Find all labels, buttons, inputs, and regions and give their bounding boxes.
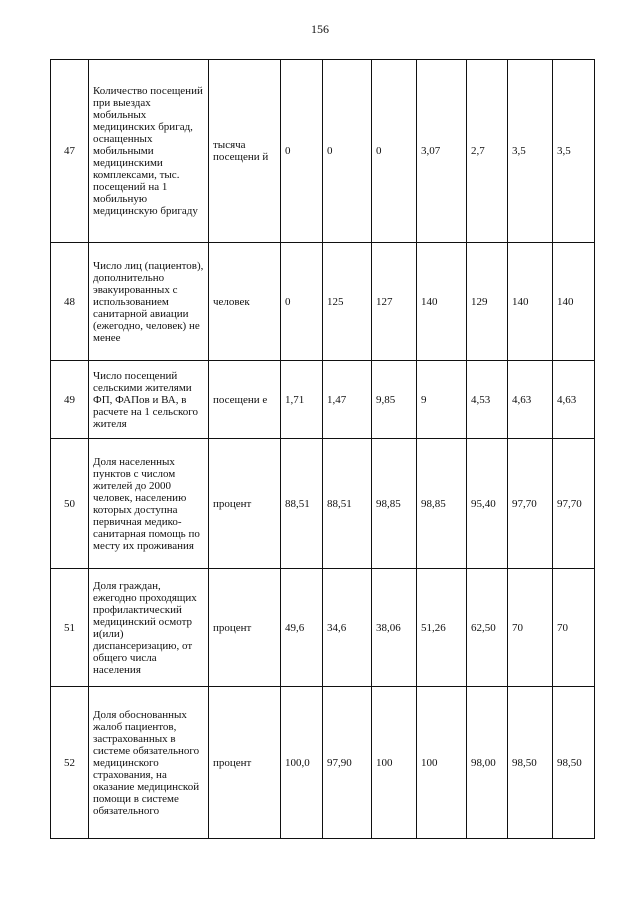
row-number: 47 bbox=[51, 60, 89, 243]
value-cell: 2,7 bbox=[467, 60, 508, 243]
value-cell: 3,5 bbox=[508, 60, 553, 243]
unit-cell: процент bbox=[209, 569, 281, 687]
value-cell: 0 bbox=[281, 243, 323, 361]
value-cell: 3,5 bbox=[553, 60, 595, 243]
value-cell: 97,90 bbox=[323, 687, 372, 839]
value-cell: 0 bbox=[372, 60, 417, 243]
value-cell: 140 bbox=[417, 243, 467, 361]
row-number: 52 bbox=[51, 687, 89, 839]
value-cell: 88,51 bbox=[323, 439, 372, 569]
value-cell: 98,85 bbox=[417, 439, 467, 569]
value-cell: 38,06 bbox=[372, 569, 417, 687]
value-cell: 51,26 bbox=[417, 569, 467, 687]
value-cell: 98,00 bbox=[467, 687, 508, 839]
page-number: 156 bbox=[311, 22, 329, 36]
unit-cell: посещени е bbox=[209, 361, 281, 439]
value-cell: 98,50 bbox=[508, 687, 553, 839]
value-cell: 100 bbox=[372, 687, 417, 839]
indicator-name: Доля обоснованных жалоб пациентов, застрахованных в системе обязательного медицинского страхования, на оказание медицинской помощи в системе обязательного bbox=[89, 687, 209, 839]
value-cell: 98,85 bbox=[372, 439, 417, 569]
value-cell: 62,50 bbox=[467, 569, 508, 687]
indicator-name: Доля граждан, ежегодно проходящих профилактический медицинский осмотр и(или) диспансеризацию, от общего числа населения bbox=[89, 569, 209, 687]
table-row bbox=[51, 60, 595, 243]
value-cell: 127 bbox=[372, 243, 417, 361]
value-cell: 140 bbox=[508, 243, 553, 361]
unit-cell: процент bbox=[209, 439, 281, 569]
value-cell: 140 bbox=[553, 243, 595, 361]
table-row bbox=[51, 243, 595, 361]
value-cell: 129 bbox=[467, 243, 508, 361]
value-cell: 0 bbox=[323, 60, 372, 243]
value-cell: 49,6 bbox=[281, 569, 323, 687]
row-number: 48 bbox=[51, 243, 89, 361]
value-cell: 97,70 bbox=[508, 439, 553, 569]
table-row bbox=[51, 569, 595, 687]
value-cell: 100,0 bbox=[281, 687, 323, 839]
row-number: 51 bbox=[51, 569, 89, 687]
value-cell: 1,47 bbox=[323, 361, 372, 439]
value-cell: 34,6 bbox=[323, 569, 372, 687]
indicator-name: Число посещений сельскими жителями ФП, ФАПов и ВА, в расчете на 1 сельского жителя bbox=[89, 361, 209, 439]
value-cell: 70 bbox=[508, 569, 553, 687]
value-cell: 9,85 bbox=[372, 361, 417, 439]
indicator-name: Количество посещений при выездах мобильных медицинских бригад, оснащенных мобильными медицинскими комплексами, тыс. посещений на 1 мобильную медицинскую бригаду bbox=[89, 60, 209, 243]
value-cell: 100 bbox=[417, 687, 467, 839]
unit-cell: тысяча посещени й bbox=[209, 60, 281, 243]
value-cell: 3,07 bbox=[417, 60, 467, 243]
value-cell: 4,63 bbox=[508, 361, 553, 439]
value-cell: 4,53 bbox=[467, 361, 508, 439]
value-cell: 70 bbox=[553, 569, 595, 687]
row-number: 49 bbox=[51, 361, 89, 439]
table-row bbox=[51, 439, 595, 569]
value-cell: 4,63 bbox=[553, 361, 595, 439]
value-cell: 95,40 bbox=[467, 439, 508, 569]
unit-cell: человек bbox=[209, 243, 281, 361]
value-cell: 98,50 bbox=[553, 687, 595, 839]
indicators-table bbox=[50, 59, 595, 839]
indicator-name: Доля населенных пунктов с числом жителей до 2000 человек, населению которых доступна первичная медико-санитарная помощь по месту их проживания bbox=[89, 439, 209, 569]
value-cell: 0 bbox=[281, 60, 323, 243]
value-cell: 1,71 bbox=[281, 361, 323, 439]
indicator-name: Число лиц (пациентов), дополнительно эвакуированных с использованием санитарной авиации (ежегодно, человек) не менее bbox=[89, 243, 209, 361]
value-cell: 97,70 bbox=[553, 439, 595, 569]
unit-cell: процент bbox=[209, 687, 281, 839]
value-cell: 88,51 bbox=[281, 439, 323, 569]
value-cell: 9 bbox=[417, 361, 467, 439]
value-cell: 125 bbox=[323, 243, 372, 361]
table-row bbox=[51, 687, 595, 839]
row-number: 50 bbox=[51, 439, 89, 569]
table-row bbox=[51, 361, 595, 439]
